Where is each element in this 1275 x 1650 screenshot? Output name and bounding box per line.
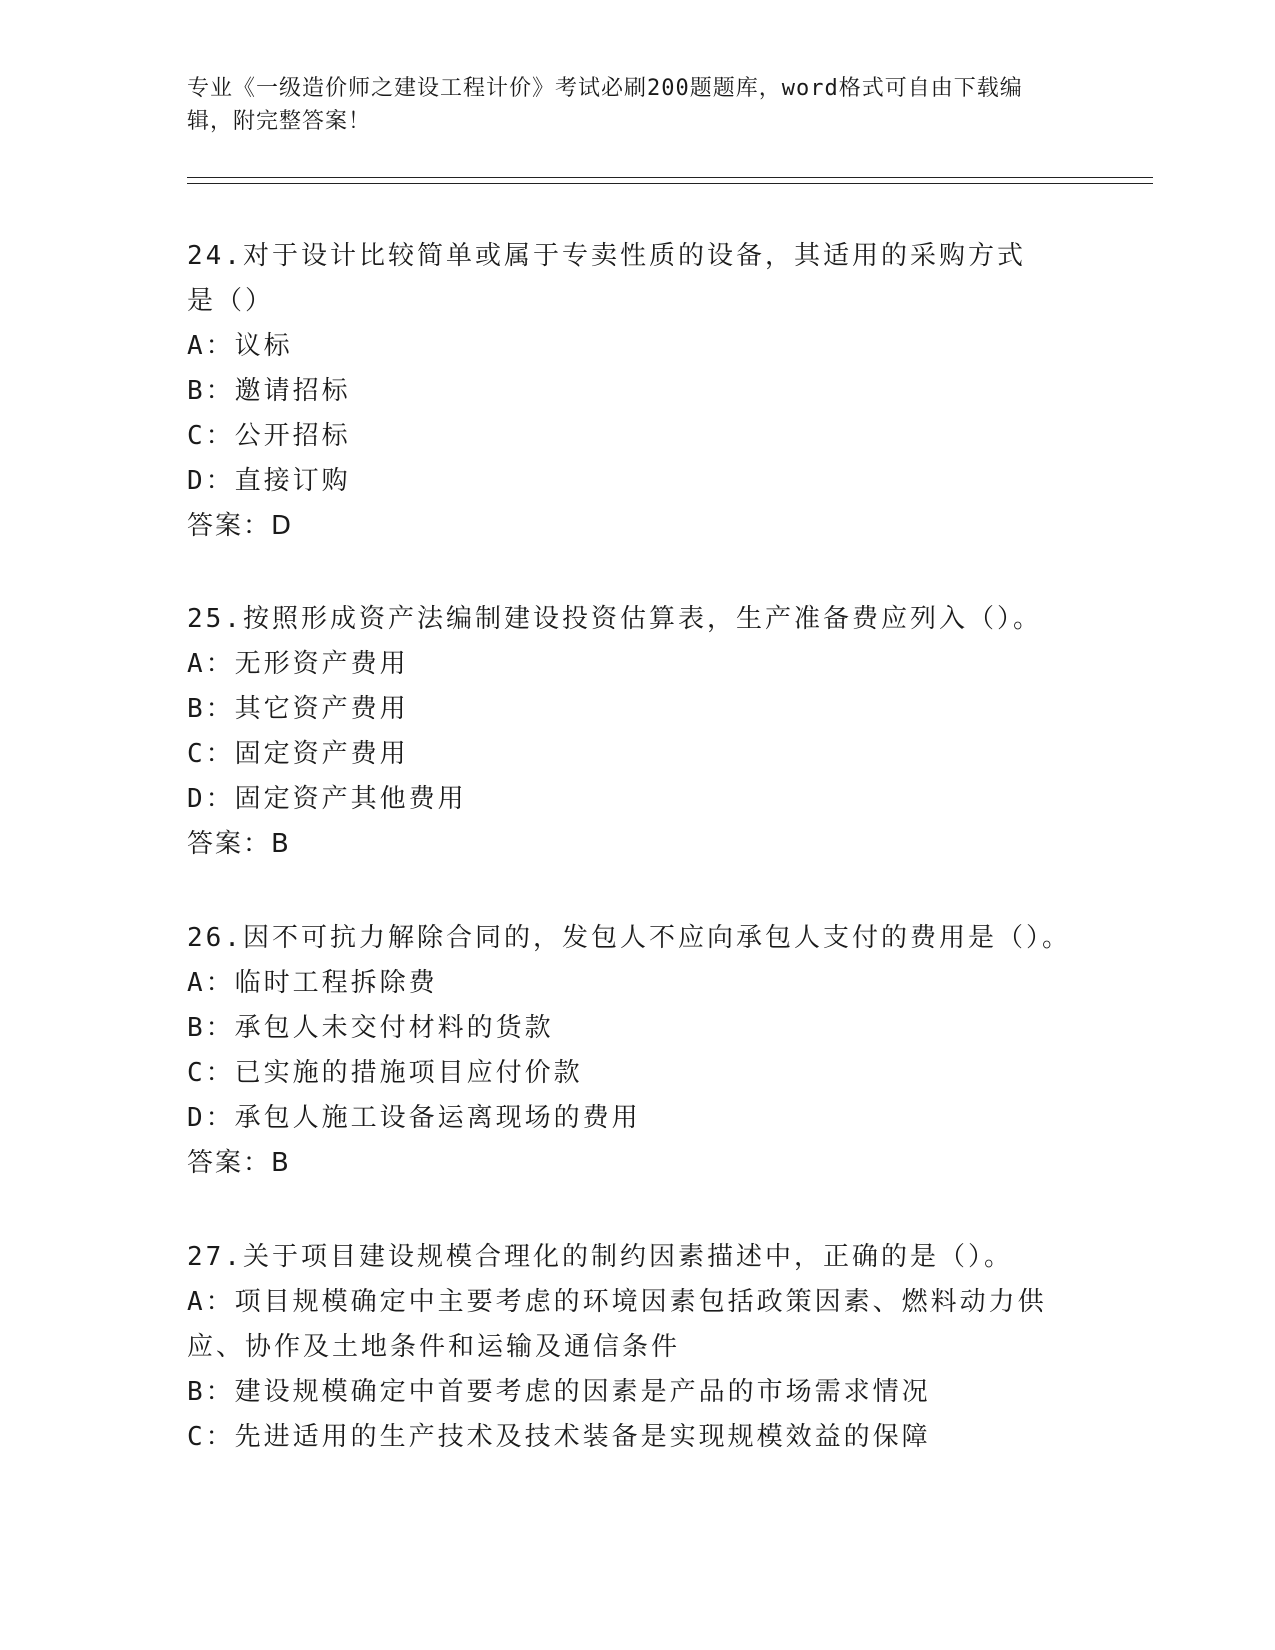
question-stem: 26.因不可抗力解除合同的，发包人不应向承包人支付的费用是（）。	[187, 923, 1071, 953]
option-d: D：固定资产其他费用	[187, 784, 467, 814]
option-c: C：先进适用的生产技术及技术装备是实现规模效益的保障	[187, 1422, 931, 1452]
answer: 答案：B	[187, 829, 291, 859]
option-c: C：公开招标	[187, 421, 351, 451]
question-stem: 27.关于项目建设规模合理化的制约因素描述中，正确的是（）。	[187, 1242, 1013, 1272]
option-b: B：其它资产费用	[187, 694, 409, 724]
option-a: A：项目规模确定中主要考虑的环境因素包括政策因素、燃料动力供应、协作及土地条件和运输及通信条件	[187, 1287, 1047, 1362]
header-divider-top	[187, 177, 1153, 178]
option-b: B：承包人未交付材料的货款	[187, 1013, 554, 1043]
question-stem: 25.按照形成资产法编制建设投资估算表，生产准备费应列入（）。	[187, 604, 1042, 634]
option-c: C：已实施的措施项目应付价款	[187, 1058, 583, 1088]
option-b: B：建设规模确定中首要考虑的因素是产品的市场需求情况	[187, 1377, 931, 1407]
document-header: 专业《一级造价师之建设工程计价》考试必刷200题题库，word格式可自由下载编辑，附完整答案！	[187, 76, 1023, 134]
option-a: A：议标	[187, 331, 293, 361]
question-25	[187, 597, 1087, 867]
question-26	[187, 916, 1087, 1186]
question-24	[187, 234, 1087, 549]
question-27	[187, 1235, 1087, 1460]
answer: 答案：B	[187, 1148, 291, 1178]
option-c: C：固定资产费用	[187, 739, 409, 769]
option-d: D：直接订购	[187, 466, 351, 496]
option-a: A：无形资产费用	[187, 649, 409, 679]
option-b: B：邀请招标	[187, 376, 351, 406]
option-a: A：临时工程拆除费	[187, 968, 438, 998]
question-stem: 24.对于设计比较简单或属于专卖性质的设备，其适用的采购方式是（）	[187, 241, 1026, 316]
answer: 答案：D	[187, 511, 294, 541]
option-d: D：承包人施工设备运离现场的费用	[187, 1103, 641, 1133]
header-divider-bottom	[187, 183, 1153, 184]
